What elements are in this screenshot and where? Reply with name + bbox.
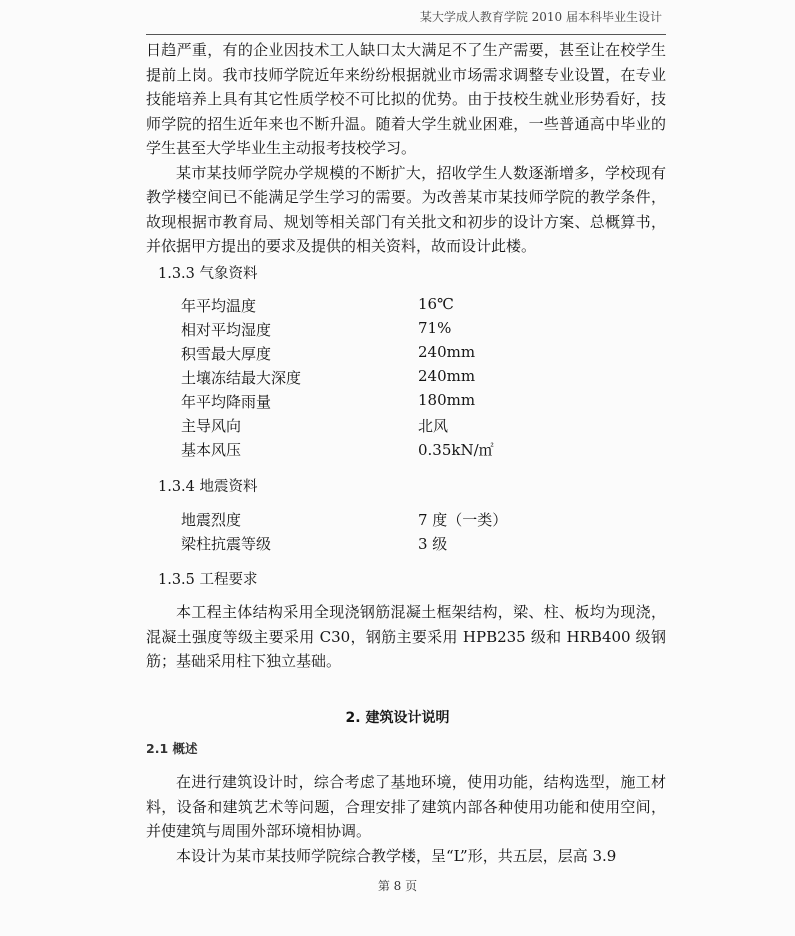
row-value: 7 度（一类） [418,511,508,529]
requirements-text [146,600,666,674]
paragraph: 日趋严重，有的企业因技术工人缺口太大满足不了生产需要，甚至让在校学生提前上岗。我市技师学院近年来纷纷根据就业市场需求调整专业设置，在专业技能培养上具有其它性质学校不可比拟的优势。由于技校生就业形势看好，技师学院的招生近年来也不断升温。随着大学生就业困难，一些普通高中毕业的学生甚至大学毕业生主动报考技校学习。 [146,41,666,157]
row-value: 240mm [418,367,476,385]
row-label: 年平均温度 [181,297,257,315]
seismic-heading: 1.3.4 地震资料 [158,479,258,495]
row-label: 相对平均湿度 [181,321,272,339]
row-label: 积雪最大厚度 [181,345,272,363]
row-label: 基本风压 [181,441,242,459]
page-number: 第 8 页 [377,879,418,893]
weather-heading: 1.3.3 气象资料 [158,266,258,282]
intro-text [146,38,666,259]
paragraph: 某市某技师学院办学规模的不断扩大，招收学生人数逐渐增多，学校现有教学楼空间已不能满足学生学习的需要。为改善某市某技师学院的教学条件，故现根据市教育局、规划等相关部门有关批文和初步的设计方案、总概算书，并依据甲方提出的要求及提供的相关资料，故而设计此楼。 [146,163,666,255]
page-header: 某大学成人教育学院 2010 届本科毕业生设计 [146,5,666,35]
paragraph: 本设计为某市某技师学院综合教学楼，呈“L”形，共五层，层高 3.9 [176,846,617,865]
row-label: 年平均降雨量 [181,393,272,411]
requirements-heading: 1.3.5 工程要求 [158,572,258,588]
row-value: 180mm [418,391,476,409]
section2-text [146,770,666,868]
section-title: 2. 建筑设计说明 [345,710,450,726]
row-value: 北风 [418,417,449,435]
row-value: 0.35kN/㎡ [418,441,494,459]
row-value: 16℃ [418,295,454,313]
row-label: 主导风向 [181,417,242,435]
row-value: 240mm [418,343,476,361]
paragraph: 本工程主体结构采用全现浇钢筋混凝土框架结构，梁、柱、板均为现浇，混凝土强度等级主要采用 C30，钢筋主要采用 HPB235 级和 HRB400 级钢筋；基础采用柱下独立基础。 [146,603,666,670]
row-value: 3 级 [418,535,448,553]
row-label: 梁柱抗震等级 [181,535,272,553]
row-label: 地震烈度 [181,511,242,529]
row-value: 71% [418,319,452,337]
row-label: 土壤冻结最大深度 [181,369,302,387]
paragraph: 在进行建筑设计时，综合考虑了基地环境，使用功能，结构选型，施工材料，设备和建筑艺术等问题，合理安排了建筑内部各种使用功能和使用空间，并使建筑与周围外部环境相协调。 [146,773,666,840]
subsection-heading: 2.1 概述 [146,741,198,756]
